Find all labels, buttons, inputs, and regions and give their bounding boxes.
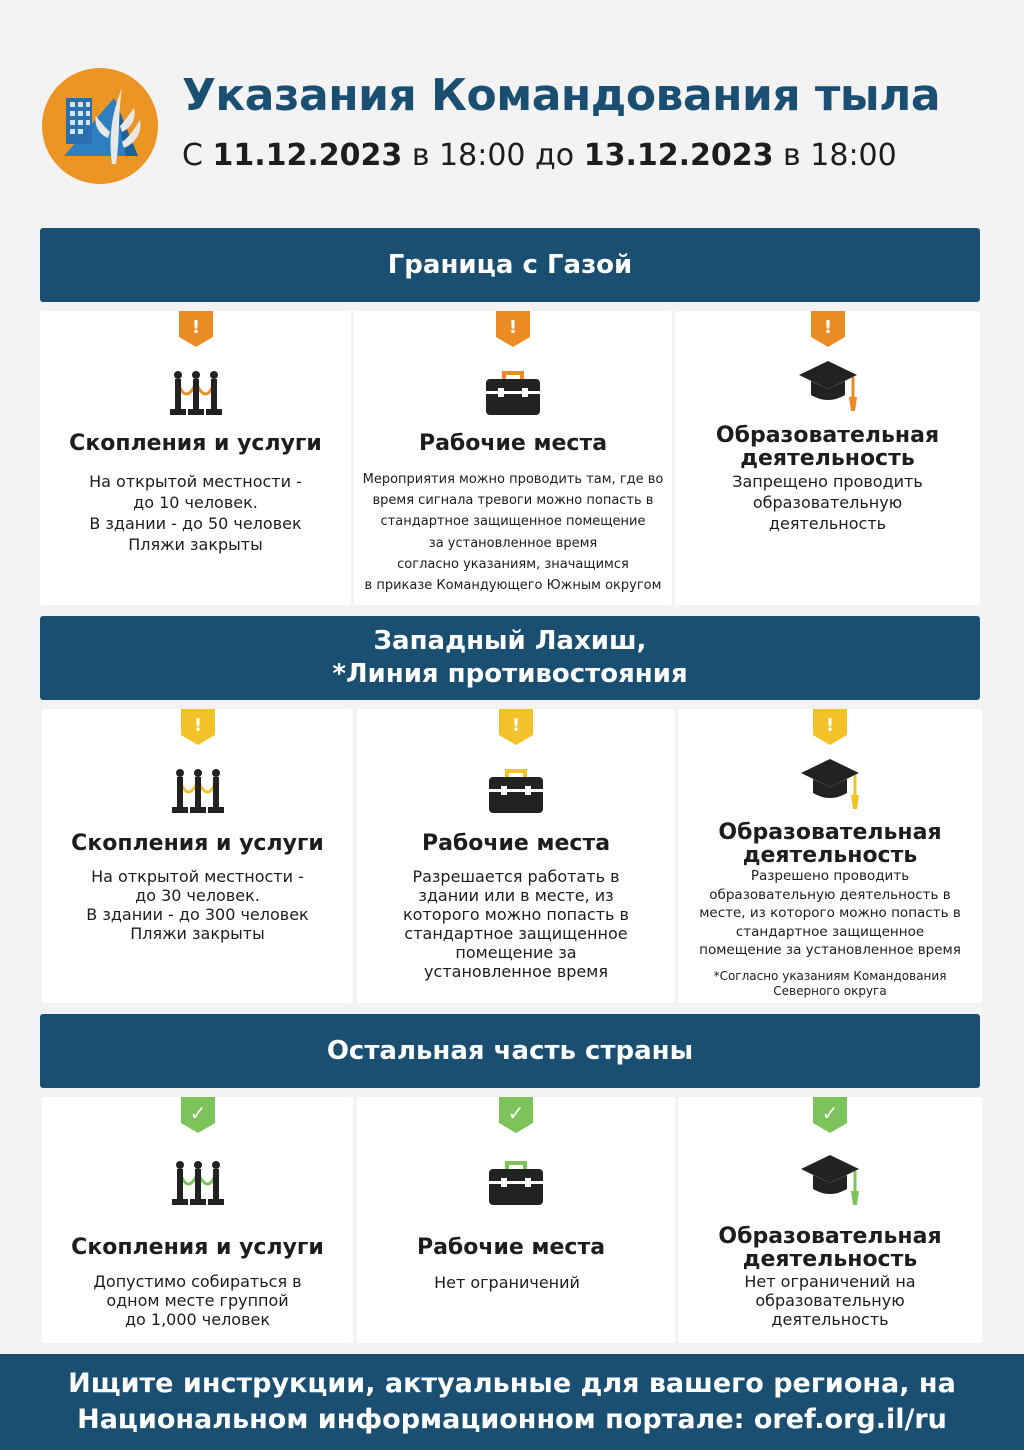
page-title: Указания Командования тыла (182, 70, 941, 121)
education-title: Образовательная деятельность (718, 820, 942, 868)
stanchion-icon (168, 369, 224, 417)
header (0, 0, 1024, 200)
workplaces-card (357, 709, 675, 1003)
check-badge-icon (499, 1097, 533, 1133)
section-gaza-border-cards (40, 311, 980, 605)
graduation-cap-icon (797, 359, 859, 415)
briefcase-icon (487, 767, 545, 815)
section-gaza-border-title: Граница с Газой (40, 228, 980, 302)
svg-text:!: ! (508, 317, 518, 338)
footer-portal-notice: Ищите инструкции, актуальные для вашего региона, на Национальном информационном портале: oref.org.il/ru (0, 1354, 1024, 1450)
validity-dates (182, 138, 897, 173)
section-rest-of-country-title: Остальная часть страны (40, 1014, 980, 1088)
workplaces-text: Разрешается работать в здании или в месте, из которого можно попасть в стандартное защищенное помещение за установленное время (403, 867, 629, 981)
date-middle: в 18:00 до (411, 138, 575, 173)
workplaces-text: Мероприятия можно проводить там, где во время сигнала тревоги можно попасть в стандартное защищенное помещение за установленное время согласно указаниям, значащимся в приказе Командующего Южным округом (362, 472, 664, 594)
warning-badge-icon (811, 311, 845, 347)
stanchion-icon (170, 1159, 226, 1207)
education-footnote: *Согласно указаниям Командования Северного округа (713, 969, 947, 998)
start-date: 11.12.2023 (212, 138, 403, 173)
svg-text:!: ! (823, 317, 832, 338)
warning-badge-icon (813, 709, 847, 745)
gatherings-card (40, 311, 351, 605)
gatherings-title: Скопления и услуги (71, 1235, 324, 1260)
warning-badge-icon (181, 709, 215, 745)
gatherings-card (42, 1097, 353, 1343)
stanchion-icon (170, 767, 226, 815)
svg-text:!: ! (191, 317, 200, 338)
briefcase-icon (484, 369, 542, 417)
svg-text:!: ! (825, 715, 835, 736)
section-west-lachish-cards (40, 709, 980, 1003)
education-text: Запрещено проводить образовательную деятельность (732, 472, 923, 533)
warning-badge-icon (179, 311, 213, 347)
gatherings-card (42, 709, 353, 1003)
briefcase-icon (487, 1159, 545, 1207)
graduation-cap-icon (799, 757, 861, 813)
home-front-command-logo (42, 68, 158, 184)
education-title: Образовательная деятельность (715, 423, 940, 471)
education-title: Образовательная деятельность (718, 1224, 942, 1272)
svg-text:!: ! (511, 715, 521, 736)
gatherings-text: На открытой местности - до 30 человек. В здании - до 300 человек Пляжи закрыты (86, 867, 309, 943)
svg-text:!: ! (193, 715, 202, 736)
warning-badge-icon (496, 311, 530, 347)
gatherings-text: Допустимо собираться в одном месте группой до 1,000 человек (93, 1272, 302, 1329)
section-west-lachish-title: Западный Лахиш, *Линия противостояния (40, 616, 980, 700)
workplaces-text: Нет ограничений (434, 1273, 580, 1292)
svg-text:✓: ✓ (821, 1101, 839, 1125)
education-text: Разрешено проводить образовательную деятельность в месте, из которого можно попасть в стандартное защищенное помещение за установленное время (699, 868, 961, 958)
education-text: Нет ограничений на образовательную деятельность (744, 1272, 916, 1329)
check-badge-icon (181, 1097, 215, 1133)
warning-badge-icon (499, 709, 533, 745)
education-card (678, 709, 982, 1003)
svg-text:✓: ✓ (507, 1101, 525, 1125)
gatherings-text: На открытой местности - до 10 человек. В здании - до 50 человек Пляжи закрыты (89, 472, 302, 554)
workplaces-title: Рабочие места (418, 431, 608, 456)
date-prefix: С (182, 138, 203, 173)
graduation-cap-icon (799, 1153, 861, 1209)
check-badge-icon (813, 1097, 847, 1133)
education-card (678, 1097, 982, 1343)
workplaces-title: Рабочие места (416, 1235, 606, 1260)
end-date: 13.12.2023 (583, 138, 774, 173)
date-suffix: в 18:00 (783, 138, 897, 173)
svg-text:✓: ✓ (189, 1101, 206, 1125)
workplaces-card (354, 311, 672, 605)
gatherings-title: Скопления и услуги (69, 431, 322, 456)
gatherings-title: Скопления и услуги (71, 831, 324, 856)
workplaces-title: Рабочие места (421, 831, 611, 856)
workplaces-card (357, 1097, 675, 1343)
education-card (675, 311, 980, 605)
section-rest-of-country-cards (40, 1097, 980, 1343)
